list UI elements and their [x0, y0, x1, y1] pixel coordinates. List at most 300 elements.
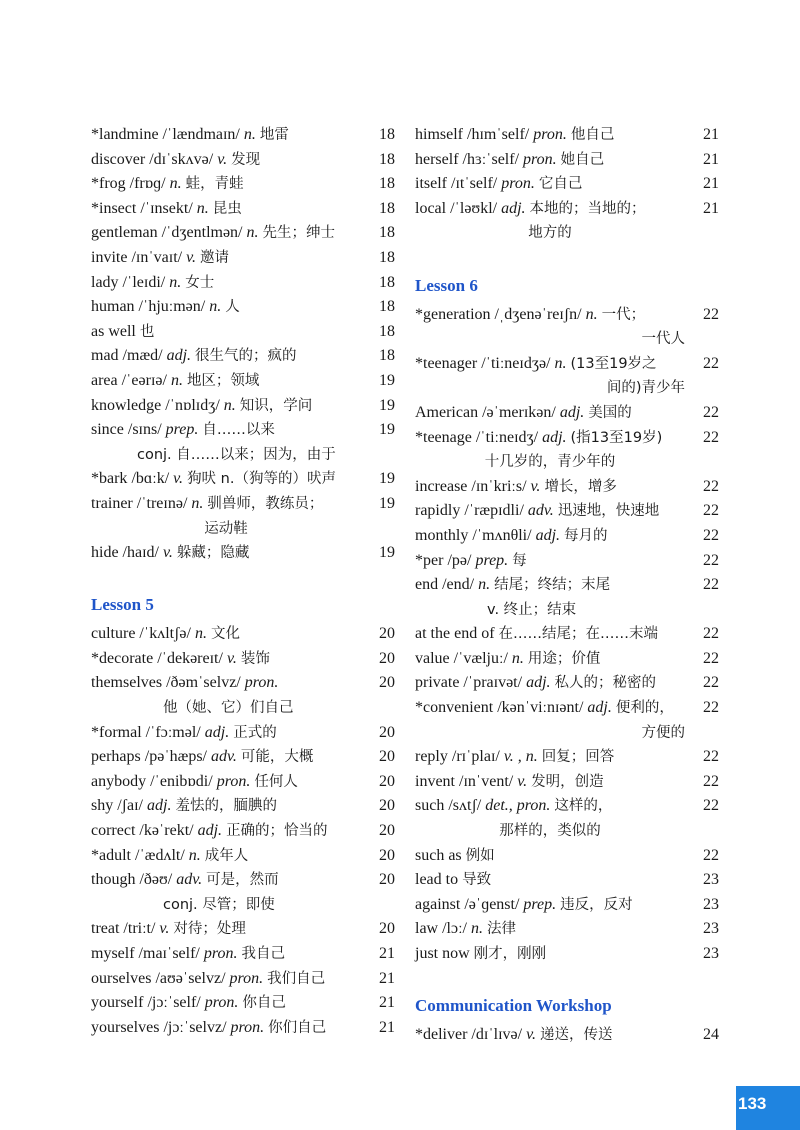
entry-word: itself [415, 175, 447, 193]
vocab-entry [91, 492, 395, 541]
entry-phonetic: /əˈmerɪkən/ [482, 403, 556, 421]
vocab-entry [415, 942, 719, 967]
entry-word: law [415, 920, 439, 938]
entry-page-number: 20 [379, 822, 395, 840]
entry-word: hide [91, 544, 119, 562]
entry-word: mad [91, 347, 119, 365]
entry-part-of-speech: adj. [587, 699, 612, 717]
vocab-entry [415, 622, 719, 647]
entry-phonetic: /ɪnˈvent/ [459, 772, 514, 790]
entry-definition: 他自己 [570, 127, 615, 143]
entry-word: themselves [91, 674, 163, 692]
entry-definition: 正确的；恰当的 [226, 823, 328, 840]
entry-phonetic: /triːt/ [123, 920, 156, 938]
entry-part-of-speech: adj. [147, 797, 172, 815]
entry-word: trainer [91, 494, 133, 512]
entry-word: American [415, 403, 479, 421]
vocab-entry [91, 295, 395, 320]
entry-word: monthly [415, 526, 469, 544]
entry-definition: 迅速地，快速地 [557, 503, 660, 520]
entry-page-number: 20 [379, 649, 395, 667]
entry-phonetic: /frɒɡ/ [129, 175, 166, 193]
entry-definition: (13至19岁之 [570, 355, 657, 372]
entry-part-of-speech: det., pron. [485, 797, 551, 815]
entry-part-of-speech: n. [196, 199, 209, 217]
entry-word: *bark [91, 470, 128, 488]
entry-phonetic: /hɪmˈself/ [467, 126, 530, 143]
entry-phonetic: /ˈpraɪvət/ [463, 674, 523, 692]
entry-part-of-speech: v. [159, 920, 170, 938]
entry-phonetic: /pə/ [447, 551, 472, 569]
vocab-entry [91, 770, 395, 795]
entry-word: discover [91, 150, 146, 168]
entry-part-of-speech: v. [173, 470, 184, 488]
entry-page-number: 22 [703, 797, 719, 815]
entry-word: *decorate [91, 649, 154, 667]
vocab-entry [91, 745, 395, 770]
vocab-entry [91, 221, 395, 246]
entry-definition: 在……结尾；在……末端 [498, 626, 659, 643]
entry-part-of-speech: adj. [526, 674, 551, 692]
vocab-entry [91, 991, 395, 1016]
entry-page-number: 24 [703, 1026, 719, 1044]
entry-page-number: 18 [379, 298, 395, 316]
entry-word: *landmine [91, 126, 159, 143]
entry-page-number: 22 [703, 428, 719, 446]
entry-page-number: 21 [703, 199, 719, 217]
entry-phonetic: /ˈnɒlɪdʒ/ [165, 396, 220, 414]
page-number-badge [736, 1086, 800, 1130]
entry-page-number: 20 [379, 772, 395, 790]
entry-phonetic: /end/ [442, 576, 475, 594]
entry-page-number: 22 [703, 403, 719, 421]
entry-definition: 美国的 [588, 404, 632, 421]
entry-part-of-speech: pron. [533, 126, 567, 143]
entry-page-number: 20 [379, 625, 395, 643]
entry-definition-continued: 一代人 [641, 331, 685, 348]
entry-phonetic: /ˈdekəreɪt/ [157, 649, 223, 667]
entry-definition: 很生气的；疯的 [195, 348, 297, 365]
entry-phonetic: /ˈtreɪnə/ [136, 494, 188, 512]
section-heading: Lesson 6 [415, 275, 478, 295]
page-number: 133 [738, 1094, 767, 1113]
entry-page-number: 21 [379, 945, 395, 962]
entry-definition-continued: 运动鞋 [204, 520, 248, 537]
entry-definition: 也 [139, 323, 155, 340]
vocab-entry [415, 794, 719, 843]
entry-definition: 你自己 [242, 995, 286, 1012]
entry-page-number: 21 [703, 150, 719, 168]
entry-part-of-speech: n. [188, 846, 201, 864]
entry-definition: 可是，然而 [206, 872, 279, 889]
entry-page-number: 23 [703, 945, 719, 962]
entry-word: *frog [91, 175, 126, 193]
entry-phonetic: /kənˈviːnɪənt/ [497, 699, 584, 717]
entry-part-of-speech: pron. [501, 175, 535, 193]
entry-part-of-speech: v. [530, 477, 541, 495]
entry-word: gentleman [91, 224, 158, 242]
entry-phonetic: /ˈædʌlt/ [135, 846, 185, 864]
entry-part-of-speech: n. [243, 126, 256, 143]
entry-phonetic: /ʃaɪ/ [117, 797, 143, 815]
entry-definition: 地区；领域 [186, 372, 260, 389]
entry-page-number: 22 [703, 649, 719, 667]
entry-definition: 私人的；秘密的 [554, 675, 657, 692]
entry-part-of-speech: n. [471, 920, 483, 938]
vocab-entry [91, 418, 395, 467]
entry-part-of-speech: pron. [203, 945, 238, 962]
entry-word: treat [91, 920, 120, 938]
vocab-entry [91, 172, 395, 197]
entry-part-of-speech: n. [169, 175, 182, 193]
vocab-entry [415, 573, 719, 622]
right-column [415, 123, 719, 1048]
vocab-entry [91, 320, 395, 345]
entry-definition-continued: 那样的，类似的 [499, 823, 601, 840]
entry-definition: 羞怯的，腼腆的 [175, 798, 277, 815]
entry-word: against [415, 895, 461, 913]
entry-phonetic: /ˈmʌnθli/ [472, 526, 532, 544]
entry-page-number: 18 [379, 273, 395, 291]
entry-phonetic: /sʌtʃ/ [448, 797, 482, 815]
entry-page-number: 18 [379, 150, 395, 168]
vocab-entry [91, 917, 395, 942]
vocab-entry [91, 197, 395, 222]
entry-part-of-speech: adj. [559, 403, 585, 421]
entry-phonetic: /ðəmˈselvz/ [166, 674, 241, 692]
entry-definition: 导致 [462, 872, 492, 889]
entry-page-number: 18 [379, 199, 395, 217]
vocab-entry [415, 172, 719, 197]
entry-definition: 蛙，青蛙 [185, 176, 244, 193]
entry-definition: 自……以来 [202, 422, 275, 439]
entry-phonetic: /ˈdʒentlmən/ [161, 224, 243, 242]
entry-word: local [415, 199, 447, 217]
entry-definition: 它自己 [538, 176, 583, 193]
entry-page-number: 19 [379, 544, 395, 562]
entry-page-number: 20 [379, 846, 395, 864]
vocab-entry [415, 868, 719, 893]
entry-definition: 正式的 [233, 724, 277, 741]
entry-page-number: 20 [379, 748, 395, 766]
entry-page-number: 18 [379, 126, 395, 143]
entry-part-of-speech: n. [246, 224, 259, 242]
entry-phonetic: /ˈɪnsekt/ [140, 199, 193, 217]
vocab-entry [415, 303, 719, 352]
entry-phonetic: /mæd/ [122, 347, 163, 365]
entry-word: area [91, 371, 118, 389]
vocab-entry [415, 647, 719, 672]
vocab-entry [415, 499, 719, 524]
entry-definition: 法律 [487, 921, 516, 938]
section-gap [91, 566, 395, 591]
entry-page-number: 19 [379, 421, 395, 439]
entry-word: invite [91, 248, 128, 266]
entry-page-number: 21 [379, 1018, 395, 1036]
entry-word: *convenient [415, 699, 494, 717]
entry-word: *insect [91, 199, 137, 217]
vocab-entry [91, 671, 395, 720]
entry-part-of-speech: pron. [229, 969, 264, 987]
entry-definition: 装饰 [240, 650, 270, 667]
entry-page-number: 22 [703, 576, 719, 594]
entry-word: human [91, 298, 135, 316]
entry-phonetic: /əˈɡenst/ [464, 895, 520, 913]
entry-part-of-speech: pron. [523, 150, 557, 168]
entry-word: such as [415, 846, 462, 864]
entry-word: *teenager [415, 354, 478, 372]
entry-part-of-speech: n. [478, 576, 491, 594]
entry-part-of-speech: adj. [535, 526, 561, 544]
entry-part-of-speech: n. [191, 494, 204, 512]
left-column [91, 123, 395, 1040]
entry-definition: 一代； [601, 306, 646, 323]
section-gap [415, 246, 719, 271]
vocab-entry [415, 123, 719, 148]
entry-definition: 发现 [231, 151, 261, 168]
vocab-entry [91, 344, 395, 369]
entry-part-of-speech: v. [217, 150, 228, 168]
entry-word: perhaps [91, 748, 141, 766]
entry-page-number: 22 [703, 305, 719, 323]
entry-page-number: 19 [379, 371, 395, 389]
entry-phonetic: /ˌdʒenəˈreɪʃn/ [494, 305, 582, 323]
entry-definition: 你们自己 [268, 1019, 327, 1036]
entry-phonetic: /ˈkʌltʃə/ [139, 625, 191, 643]
entry-page-number: 21 [703, 126, 719, 143]
entry-part-of-speech: adv. [210, 748, 237, 766]
vocab-entry [91, 394, 395, 419]
vocab-entry [415, 917, 719, 942]
entry-word: yourself [91, 994, 144, 1012]
entry-part-of-speech: prep. [475, 551, 509, 569]
vocab-entry [415, 671, 719, 696]
entry-part-of-speech: prep. [523, 895, 557, 913]
vocab-entry [91, 721, 395, 746]
entry-definition: 发明，创造 [531, 773, 604, 790]
section-heading: Lesson 5 [91, 595, 154, 615]
entry-phonetic: /ˈleɪdi/ [122, 273, 166, 291]
entry-part-of-speech: adj. [204, 723, 230, 741]
entry-page-number: 19 [379, 494, 395, 512]
entry-word: shy [91, 797, 114, 815]
entry-definition-continued: 方便的 [641, 724, 685, 741]
entry-definition: 用途；价值 [527, 650, 601, 667]
entry-page-number: 23 [703, 895, 719, 913]
entry-definition-continued: 地方的 [528, 225, 572, 242]
entry-page-number: 21 [379, 969, 395, 987]
entry-phonetic: /rɪˈplaɪ/ [451, 748, 500, 766]
vocab-entry [91, 1016, 395, 1041]
entry-part-of-speech: v. , n. [503, 748, 538, 766]
entry-phonetic: /maɪˈself/ [138, 945, 200, 962]
entry-phonetic: /kəˈrekt/ [139, 822, 194, 840]
entry-phonetic: /ˈeərɪə/ [121, 371, 167, 389]
entry-page-number: 22 [703, 748, 719, 766]
entry-phonetic: /dɪˈlɪvə/ [471, 1026, 523, 1044]
entry-definition-continued: 他（她、它）们自己 [163, 700, 294, 717]
vocab-entry [91, 967, 395, 992]
entry-word: knowledge [91, 396, 162, 414]
entry-definition-continued: v. 终止；结束 [487, 601, 577, 618]
vocab-entry [91, 868, 395, 917]
entry-part-of-speech: n. [511, 649, 524, 667]
entry-word: *deliver [415, 1026, 468, 1044]
entry-definition: 可能，大概 [240, 749, 314, 766]
entry-part-of-speech: n. [585, 305, 598, 323]
entry-definition: 狗吠 n.（狗等的）吠声 [187, 471, 336, 488]
entry-phonetic: /ˈhjuːmən/ [138, 298, 206, 316]
entry-part-of-speech: pron. [216, 772, 251, 790]
entry-word: such [415, 797, 445, 815]
entry-word: invent [415, 772, 455, 790]
entry-definition: (指13至19岁) [570, 429, 663, 446]
entry-part-of-speech: v. [526, 1026, 536, 1044]
entry-phonetic: /pəˈhæps/ [144, 748, 207, 766]
entry-definition-continued: 间的)青少年 [606, 380, 685, 397]
entry-word: private [415, 674, 460, 692]
vocab-entry [415, 770, 719, 795]
entry-definition-continued: conj. 自……以来；因为，由于 [137, 446, 336, 463]
entry-phonetic: /ˈfɔːməl/ [145, 723, 201, 741]
entry-word: reply [415, 748, 448, 766]
entry-word: correct [91, 822, 136, 840]
entry-definition: 地雷 [259, 127, 289, 143]
entry-part-of-speech: adv. [176, 871, 203, 889]
entry-part-of-speech: n. [169, 273, 182, 291]
entry-word: myself [91, 945, 135, 962]
entry-word: rapidly [415, 502, 461, 520]
vocab-entry [415, 352, 719, 401]
vocab-entry [91, 467, 395, 492]
vocab-entry [91, 246, 395, 271]
entry-definition: 我们自己 [267, 970, 326, 987]
entry-phonetic: /lɔː/ [442, 920, 467, 938]
entry-phonetic: /ˈvæljuː/ [453, 649, 508, 667]
entry-part-of-speech: n. [209, 298, 222, 316]
entry-phonetic: /aʊəˈselvz/ [155, 969, 226, 987]
entry-page-number: 22 [703, 551, 719, 569]
vocab-entry [91, 541, 395, 566]
vocab-entry [91, 942, 395, 967]
entry-definition: 结尾；终结；末尾 [494, 577, 611, 594]
entry-definition-continued: conj. 尽管；即使 [163, 896, 275, 913]
entry-word: though [91, 871, 136, 889]
entry-part-of-speech: v. [162, 544, 173, 562]
entry-phonetic: /dɪˈskʌvə/ [149, 150, 214, 168]
entry-phonetic: /ɪnˈkriːs/ [471, 477, 527, 495]
entry-word: *generation [415, 305, 491, 323]
vocab-entry [415, 745, 719, 770]
entry-definition: 每 [512, 552, 527, 569]
entry-page-number: 20 [379, 920, 395, 938]
entry-part-of-speech: n. [194, 625, 207, 643]
entry-part-of-speech: v. [186, 248, 197, 266]
entry-word: anybody [91, 772, 147, 790]
entry-phonetic: /ˈlændmaɪn/ [162, 126, 240, 143]
entry-word: ourselves [91, 969, 152, 987]
entry-page-number: 21 [379, 994, 395, 1012]
entry-page-number: 18 [379, 224, 395, 242]
entry-phonetic: /ˈræpɪdli/ [464, 502, 524, 520]
entry-page-number: 23 [703, 920, 719, 938]
entry-phonetic: /ˈenibɒdi/ [150, 772, 213, 790]
vocab-entry [415, 475, 719, 500]
vocab-entry [415, 696, 719, 745]
vocab-entry [415, 426, 719, 475]
entry-part-of-speech: n. [170, 371, 183, 389]
entry-phonetic: /jɔːˈself/ [147, 994, 201, 1012]
entry-page-number: 18 [379, 347, 395, 365]
entry-part-of-speech: adj. [197, 822, 223, 840]
entry-word: *adult [91, 846, 131, 864]
entry-definition: 便利的， [615, 700, 674, 717]
entry-word: lady [91, 273, 119, 291]
vocab-entry [415, 893, 719, 918]
entry-page-number: 22 [703, 502, 719, 520]
entry-definition: 这样的， [554, 798, 613, 815]
entry-part-of-speech: adj. [501, 199, 526, 217]
entry-page-number: 23 [703, 871, 719, 889]
entry-part-of-speech: n. [554, 354, 567, 372]
entry-definition: 任何人 [254, 773, 298, 790]
entry-page-number: 22 [703, 772, 719, 790]
entry-definition-continued: 十几岁的，青少年的 [484, 454, 616, 471]
vocab-entry [91, 369, 395, 394]
entry-word: as well [91, 322, 136, 340]
entry-definition: 我自己 [241, 946, 285, 962]
vocab-entry [415, 844, 719, 869]
section-gap [415, 967, 719, 992]
entry-definition: 驯兽师，教练员； [207, 495, 324, 512]
entry-page-number: 20 [379, 797, 395, 815]
entry-phonetic: /bɑːk/ [131, 470, 170, 488]
entry-word: end [415, 576, 439, 594]
entry-page-number: 20 [379, 674, 395, 692]
entry-part-of-speech: v. [226, 649, 237, 667]
section-heading: Communication Workshop [415, 996, 612, 1016]
entry-part-of-speech: adv. [527, 502, 554, 520]
entry-word: just now [415, 945, 470, 962]
entry-word: *teenage [415, 428, 472, 446]
entry-phonetic: /ðəʊ/ [139, 871, 173, 889]
entry-page-number: 22 [703, 354, 719, 372]
entry-definition: 每月的 [564, 527, 608, 544]
vocab-entry [415, 1023, 719, 1048]
vocab-entry [91, 844, 395, 869]
entry-word: *per [415, 551, 444, 569]
entry-word: at the end of [415, 625, 495, 643]
entry-phonetic: /haɪd/ [122, 544, 159, 562]
vocab-entry [415, 401, 719, 426]
entry-definition: 例如 [465, 847, 495, 864]
entry-definition: 增长，增多 [544, 478, 617, 495]
entry-page-number: 22 [703, 699, 719, 717]
entry-page-number: 18 [379, 322, 395, 340]
vocab-entry [91, 647, 395, 672]
entry-phonetic: /ˈləʊkl/ [450, 199, 498, 217]
entry-definition: 回复；回答 [541, 749, 615, 766]
entry-definition: 人 [225, 299, 240, 316]
vocab-entry [415, 524, 719, 549]
entry-page-number: 22 [703, 674, 719, 692]
entry-page-number: 22 [703, 526, 719, 544]
entry-word: herself [415, 150, 459, 168]
entry-word: value [415, 649, 450, 667]
vocab-entry [91, 622, 395, 647]
entry-part-of-speech: prep. [165, 421, 199, 439]
entry-part-of-speech: n. [223, 396, 236, 414]
